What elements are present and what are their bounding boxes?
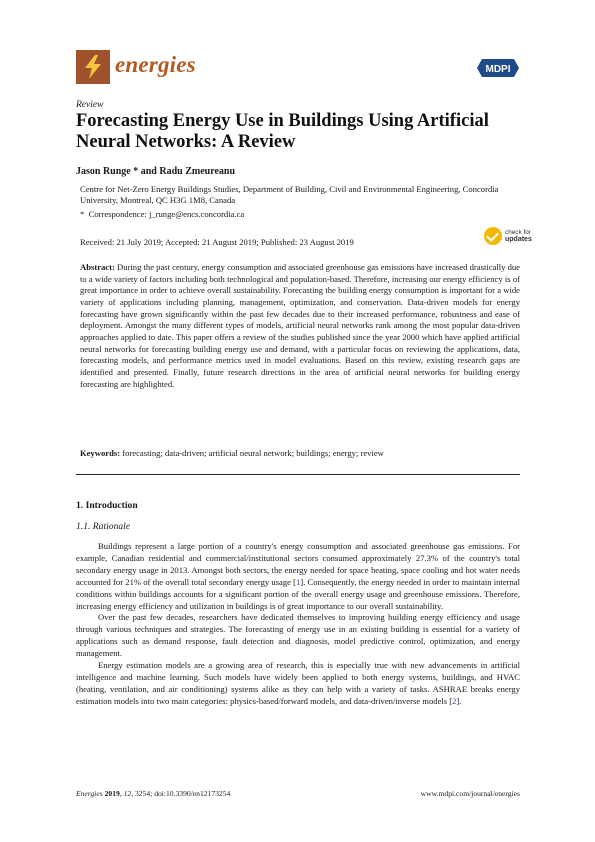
affiliation-text: Centre for Net-Zero Energy Buildings Studies, Department of Building, Civil and Environmental Engineering, Concordia University, Montreal, QC H3G 1M8, Canada [80, 184, 499, 205]
article-type: Review [76, 100, 104, 110]
paragraph-3-part-a: Energy estimation models are a growing area of research, this is especially true with new advancements in artificial intelligence and machine learning. Such models have widely been applied to both energy systems, buildings, and HVAC (heating, ventilation, and air conditioning) systems alike as they can help with a variety of tasks. ASHRAE breaks energy estimation models into two main categories: physics-based/forward models, and data-driven/inverse models [ [76, 660, 520, 706]
paragraph-1-part-a: Buildings represent a large portion of a country's energy consumption and associated greenhouse gas emissions. For example, Canadian residential and commercial/institutional sectors consumed approximately 27.3% of the country's total secondary energy usage in 2013. Amongst both sectors, the energy needed for space heating, space cooling and hot water needs accounted for 21% of the overall total secondary energy usage [ [76, 541, 520, 587]
energies-logo-icon [76, 50, 110, 84]
keywords-text: forecasting; data-driven; artificial neural network; buildings; energy; review [122, 448, 384, 458]
mdpi-logo-icon [476, 58, 520, 83]
affiliation [80, 184, 525, 206]
body-text [76, 541, 520, 708]
paragraph-1-part-b: ]. Consequently, the energy needed in order to maintain internal conditions within buildings accounts for a significant portion of the overall energy usage and greenhouse emissions. Therefore, increasing energy efficiency and utilization in buildings is of great importance to our overall sustainability. [76, 576, 520, 611]
article-title: Forecasting Energy Use in Buildings Using Artificial Neural Networks: A Review [76, 111, 489, 152]
check-for-updates-badge[interactable] [484, 227, 532, 245]
footer-citation: Energies 2019, 12, 3254; doi:10.3390/en12173254 [76, 789, 231, 798]
paragraph-2: Over the past few decades, researchers have dedicated themselves to improving building energy efficiency and usage through various techniques and strategies. The forecasting of energy use in an existing building is essential for a variety of applications such as demand response, fault detection and diagnosis, model predictive control, optimization, and energy management. [76, 612, 520, 659]
footer-volume: 12 [123, 789, 132, 798]
subsection-heading: 1.1. Rationale [76, 521, 131, 532]
footer-url[interactable]: www.mdpi.com/journal/energies [420, 789, 520, 798]
section-divider [76, 474, 520, 475]
check-updates-text [505, 229, 532, 243]
correspondence-email[interactable]: Correspondence: j_runge@encs.concordia.ca [88, 209, 245, 219]
footer-year: 2019 [104, 789, 120, 798]
check-updates-line2: updates [505, 236, 532, 243]
publication-dates: Received: 21 July 2019; Accepted: 21 August 2019; Published: 23 August 2019 [80, 237, 354, 247]
check-icon [484, 227, 502, 245]
abstract-label: Abstract: [80, 262, 115, 272]
footer-doi: , 3254; doi:10.3390/en12173254 [131, 789, 231, 798]
correspondence [80, 209, 244, 220]
abstract [80, 262, 520, 390]
mdpi-logo-text: MDPI [485, 64, 511, 75]
citation-link-2[interactable]: 2 [452, 695, 457, 706]
keywords-label: Keywords: [80, 448, 121, 458]
paragraph-3 [76, 660, 520, 708]
journal-name: energies [115, 52, 196, 77]
authors: Jason Runge * and Radu Zmeureanu [76, 166, 236, 177]
section-heading: 1. Introduction [76, 500, 138, 511]
check-updates-line1: check for [505, 229, 531, 236]
paragraph-1 [76, 541, 520, 612]
abstract-text: During the past century, energy consumption and associated greenhouse gas emissions have increased drastically due to a wide variety of factors including both technological and population-based. Therefore, increasing our energy efficiency is of great importance in order to achieve overall sustainability. Forecasting the building energy consumption is important for a wide variety of applications including planning, management, optimization, and conservation. Data-driven models for energy forecasting have grown significantly within the past few decades due to their increased performance, robustness and ease of deployment. Amongst the many different types of models, artificial neural networks rank among the most popular data-driven approaches applied to date. This paper offers a review of the studies published since the year 2000 which have applied artificial neural networks for forecasting building energy use and demand, with a particular focus on reviewing the applications, data, forecasting models, and performance metrics used in model evaluations. Based on this review, existing research gaps are identified and presented. Finally, future research directions in the area of artificial neural networks for building energy forecasting are highlighted. [80, 262, 520, 389]
footer-journal: Energies [76, 789, 103, 798]
correspondence-marker: * [80, 209, 85, 219]
keywords [80, 448, 520, 460]
citation-link-1[interactable]: 1 [296, 576, 301, 587]
paragraph-3-part-b: ]. [456, 695, 462, 706]
